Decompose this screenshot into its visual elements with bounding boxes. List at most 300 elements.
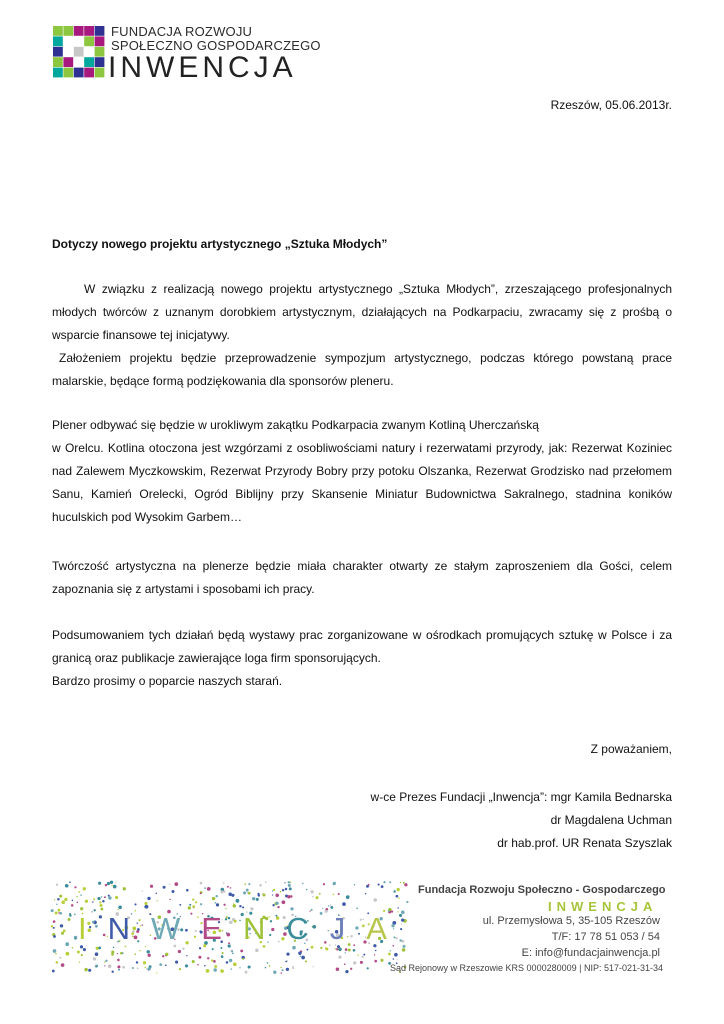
confetti-dot	[330, 904, 332, 906]
footer-logo-letter: E	[201, 911, 243, 946]
confetti-dot	[397, 907, 398, 908]
confetti-dot	[110, 881, 113, 884]
confetti-dot	[305, 960, 307, 962]
confetti-dot	[207, 887, 211, 891]
confetti-dot	[336, 968, 339, 971]
confetti-dot	[363, 954, 365, 956]
confetti-dot	[165, 964, 167, 966]
confetti-dot	[58, 909, 61, 912]
confetti-dot	[59, 912, 62, 915]
letter-date: Rzeszów, 05.06.2013r.	[550, 98, 672, 112]
confetti-dot	[231, 950, 233, 952]
confetti-dot	[132, 967, 134, 969]
confetti-dot	[59, 895, 62, 898]
confetti-dot	[175, 961, 178, 964]
signature-szyszlak: dr hab.prof. UR Renata Szyszlak	[497, 836, 672, 850]
confetti-dot	[315, 896, 318, 899]
confetti-dot	[179, 968, 181, 970]
confetti-dot	[365, 893, 366, 894]
confetti-dot	[393, 890, 395, 892]
confetti-dot	[163, 886, 166, 889]
confetti-dot	[380, 959, 383, 962]
logo-mosaic-tile	[53, 68, 63, 78]
confetti-dot	[353, 949, 356, 952]
confetti-dot	[56, 904, 58, 906]
confetti-dot	[77, 951, 80, 954]
confetti-dot	[232, 953, 234, 955]
footer-logo-letter: W	[151, 911, 202, 946]
paragraph-assumptions: Założeniem projektu będzie przeprowadzenie sympozjum artystycznego, podczas którego powstaną prace malarskie, będące formą podziękowania dla sponsorów pleneru.	[52, 351, 672, 388]
confetti-dot	[265, 881, 267, 883]
confetti-dot	[345, 948, 348, 951]
confetti-dot	[389, 881, 391, 883]
confetti-dot	[360, 961, 363, 964]
confetti-dot	[404, 883, 407, 886]
confetti-dot	[178, 950, 181, 953]
confetti-dot	[98, 882, 101, 885]
confetti-dot	[287, 895, 290, 898]
confetti-dot	[350, 968, 352, 970]
confetti-dot	[345, 952, 346, 953]
confetti-dot	[397, 959, 398, 960]
confetti-dot	[108, 896, 111, 899]
confetti-dot	[231, 894, 234, 897]
confetti-dot	[74, 938, 76, 940]
confetti-dot	[81, 954, 83, 956]
confetti-dot	[285, 961, 287, 963]
confetti-dot	[92, 901, 94, 903]
confetti-dot	[186, 889, 189, 892]
confetti-dot	[159, 963, 162, 966]
confetti-dot	[122, 966, 125, 969]
confetti-dot	[189, 904, 191, 906]
logo-mosaic-tile	[84, 36, 94, 46]
confetti-dot	[375, 950, 377, 952]
confetti-dot	[298, 951, 301, 954]
logo-mosaic-tile	[74, 47, 84, 57]
confetti-dot	[313, 966, 314, 967]
confetti-dot	[272, 904, 274, 906]
confetti-dot	[229, 959, 232, 962]
logo-mosaic-tile	[63, 26, 73, 36]
confetti-dot	[344, 963, 346, 965]
confetti-dot	[292, 967, 294, 969]
confetti-dot	[105, 884, 107, 886]
confetti-dot	[112, 971, 114, 973]
logo-mosaic-tile	[53, 47, 63, 57]
confetti-dot	[148, 967, 151, 970]
confetti-dot	[240, 949, 243, 952]
confetti-dot	[231, 968, 233, 970]
confetti-dot	[215, 895, 217, 897]
confetti-dot	[69, 881, 71, 883]
confetti-dot	[212, 897, 215, 900]
logo-mosaic-tile	[95, 57, 105, 67]
confetti-dot	[58, 912, 60, 914]
confetti-dot	[192, 898, 194, 900]
confetti-dot	[398, 897, 400, 899]
confetti-dot	[56, 961, 59, 964]
confetti-dot	[357, 955, 358, 956]
confetti-dot	[282, 889, 284, 891]
footer-logo-letter: J	[329, 911, 367, 946]
confetti-dot	[362, 956, 364, 958]
confetti-dot	[101, 896, 103, 898]
confetti-dot	[117, 959, 120, 962]
confetti-dot	[374, 954, 375, 955]
confetti-dot	[83, 887, 86, 890]
paragraph-intro: W związku z realizacją nowego projektu artystycznego „Sztuka Młodych”, zrzeszającego profesjonalnych młodych twórców z uznanym dorobkiem artystycznym, działających na Podkarpaciu, zwracamy się z prośbą o wsparcie finansowe tej inicjatywy.	[52, 282, 672, 342]
confetti-dot	[288, 884, 291, 887]
confetti-dot	[117, 953, 118, 954]
confetti-dot	[306, 889, 307, 890]
confetti-dot	[277, 906, 279, 908]
confetti-dot	[200, 882, 203, 885]
confetti-dot	[248, 892, 251, 895]
confetti-dot	[51, 909, 54, 912]
logo-mosaic-tile	[74, 26, 84, 36]
footer-logo-letter: N	[107, 911, 152, 946]
signature-uchman: dr Magdalena Uchman	[550, 813, 672, 827]
confetti-dot	[244, 883, 246, 885]
confetti-dot	[394, 953, 398, 957]
confetti-dot	[115, 882, 116, 883]
confetti-dot	[63, 930, 66, 933]
confetti-dot	[273, 889, 275, 891]
confetti-dot	[348, 949, 351, 952]
confetti-dot	[61, 901, 65, 905]
confetti-dot	[216, 903, 219, 906]
confetti-dot	[211, 959, 213, 961]
logo-org-line2: SPOŁECZNO GOSPODARCZEGO	[111, 38, 321, 53]
confetti-dot	[225, 908, 226, 909]
paragraph-location: w Orelcu. Kotlina otoczona jest wzgórzami z osobliwościami natury i rezerwatami przyrody, jak: Rezerwat Koziniec nad Zalewem Myczkowskim, Rezerwat Przyrody Bobry przy potoku Olszanka, Rezerwat Grodzisko nad przełomem Sanu, Kamień Orelecki, Ogród Biblijny przy Skansenie Miniatur Budownictwa Sakralnego, stadnina koników huculskich pod Wysokim Garbem…	[52, 441, 672, 524]
confetti-dot	[223, 904, 225, 906]
confetti-dot	[336, 948, 338, 950]
logo-mosaic-tile	[74, 68, 84, 78]
logo-mosaic-tile	[95, 26, 105, 36]
confetti-dot	[185, 964, 188, 967]
confetti-dot	[148, 954, 151, 957]
confetti-dot	[195, 901, 197, 903]
confetti-dot	[57, 898, 60, 901]
confetti-dot	[198, 956, 201, 959]
logo-mosaic-tile	[63, 68, 73, 78]
confetti-dot	[220, 890, 223, 893]
confetti-dot	[65, 942, 69, 946]
confetti-dot	[233, 962, 237, 966]
confetti-dot	[281, 972, 283, 974]
confetti-dot	[227, 886, 229, 888]
logo-mosaic-tile	[53, 26, 63, 36]
confetti-dot	[265, 967, 267, 969]
footer-email: E: info@fundacjainwencja.pl	[521, 947, 660, 959]
footer-logo-letter: A	[366, 911, 408, 946]
confetti-dot	[66, 952, 70, 956]
confetti-dot	[136, 961, 138, 963]
confetti-dot	[302, 883, 304, 885]
confetti-dot	[186, 955, 187, 956]
confetti-dot	[53, 949, 57, 953]
confetti-dot	[220, 969, 224, 973]
confetti-dot	[105, 960, 107, 962]
confetti-dot	[142, 890, 143, 891]
confetti-dot	[150, 885, 153, 888]
confetti-dot	[280, 967, 281, 968]
confetti-dot	[156, 972, 157, 973]
confetti-dot	[272, 890, 273, 891]
confetti-dot	[207, 957, 209, 959]
foundation-logo-mosaic	[53, 26, 105, 78]
confetti-dot	[145, 905, 149, 909]
confetti-dot	[144, 967, 146, 969]
confetti-dot	[120, 952, 123, 955]
footer-logo-letter: I	[78, 911, 108, 946]
confetti-dot	[406, 901, 408, 903]
confetti-dot	[312, 896, 314, 898]
confetti-dot	[143, 961, 146, 964]
confetti-dot	[403, 882, 405, 884]
confetti-dot	[286, 952, 289, 955]
confetti-dot	[59, 957, 61, 959]
confetti-dot	[197, 964, 199, 966]
confetti-dot	[172, 890, 175, 893]
confetti-dot	[61, 963, 65, 967]
confetti-dot	[338, 955, 341, 958]
confetti-dot	[134, 953, 136, 955]
confetti-dot	[233, 903, 234, 904]
logo-mosaic-tile	[84, 68, 94, 78]
footer-logo-letter: C	[286, 911, 330, 946]
confetti-dot	[53, 920, 56, 923]
confetti-dot	[165, 953, 168, 956]
confetti-dot	[117, 965, 120, 968]
confetti-dot	[257, 893, 259, 895]
confetti-dot	[320, 947, 322, 949]
confetti-dot	[200, 892, 202, 894]
confetti-dot	[388, 953, 391, 956]
confetti-dot	[306, 949, 308, 951]
logo-mosaic-tile	[95, 36, 105, 46]
confetti-dot	[215, 902, 217, 904]
confetti-dot	[200, 903, 202, 905]
confetti-dot	[55, 953, 57, 955]
confetti-dot	[333, 894, 335, 896]
confetti-dot	[342, 902, 346, 906]
confetti-dot	[239, 967, 240, 968]
confetti-dot	[233, 904, 236, 907]
logo-mosaic-tile	[95, 47, 105, 57]
confetti-dot	[107, 882, 110, 885]
confetti-dot	[134, 903, 136, 905]
confetti-dot	[72, 900, 74, 902]
confetti-dot	[76, 896, 77, 897]
confetti-dot	[192, 905, 195, 908]
confetti-dot	[333, 882, 336, 885]
confetti-dot	[221, 955, 224, 958]
confetti-dot	[137, 967, 139, 969]
confetti-dot	[367, 967, 369, 969]
confetti-dot	[236, 899, 240, 903]
confetti-dot	[354, 884, 355, 885]
confetti-dot	[162, 955, 164, 957]
confetti-dot	[300, 956, 301, 957]
confetti-dot	[338, 893, 340, 895]
confetti-dot	[223, 882, 225, 884]
confetti-dot	[285, 888, 288, 891]
logo-org-line1: FUNDACJA ROZWOJU	[111, 24, 253, 39]
confetti-dot	[280, 891, 282, 893]
footer-address: ul. Przemysłowa 5, 35-105 Rzeszów	[482, 915, 660, 927]
confetti-dot	[144, 902, 147, 905]
confetti-dot	[390, 950, 391, 951]
confetti-dot	[400, 882, 401, 883]
confetti-dot	[288, 881, 290, 883]
confetti-dot	[74, 886, 76, 888]
confetti-dot	[157, 900, 158, 901]
confetti-dot	[118, 969, 120, 971]
confetti-dot	[242, 958, 244, 960]
confetti-dot	[69, 913, 71, 915]
confetti-dot	[64, 898, 67, 901]
confetti-dot	[335, 948, 336, 949]
confetti-dot	[269, 965, 271, 967]
confetti-dot	[239, 905, 241, 907]
confetti-dot	[188, 906, 191, 909]
logo-mosaic-tile	[84, 57, 94, 67]
confetti-dot	[77, 901, 79, 903]
confetti-dot	[273, 971, 276, 974]
confetti-dot	[246, 889, 249, 892]
confetti-dot	[356, 908, 357, 909]
confetti-dot	[100, 908, 103, 911]
confetti-dot	[113, 885, 117, 889]
confetti-dot	[252, 897, 255, 900]
confetti-dot	[104, 896, 106, 898]
confetti-dot	[368, 884, 370, 886]
logo-mosaic-tile	[53, 57, 63, 67]
confetti-dot	[51, 925, 53, 927]
footer-logo-word	[78, 911, 408, 947]
confetti-dot	[146, 968, 147, 969]
confetti-dot	[95, 964, 97, 966]
footer-phone: T/F: 17 78 51 053 / 54	[551, 931, 660, 943]
confetti-dot	[330, 906, 333, 909]
signature-vice-president: w-ce Prezes Fundacji „Inwencja”: mgr Kamila Bednarska	[370, 790, 672, 804]
confetti-dot	[373, 898, 377, 902]
confetti-dot	[267, 962, 269, 964]
confetti-dot	[286, 968, 289, 971]
confetti-dot	[68, 918, 71, 921]
confetti-dot	[328, 905, 329, 906]
footer-brand: INWENCJA	[548, 899, 658, 914]
confetti-dot	[156, 893, 158, 895]
confetti-dot	[83, 948, 86, 951]
confetti-dot	[100, 904, 103, 907]
confetti-dot	[88, 969, 91, 972]
confetti-dot	[230, 887, 232, 889]
confetti-dot	[381, 885, 384, 888]
confetti-dot	[80, 907, 83, 910]
confetti-dot	[72, 947, 74, 949]
confetti-dot	[259, 884, 262, 887]
confetti-dot	[353, 961, 356, 964]
confetti-dot	[174, 882, 178, 886]
confetti-dot	[256, 898, 259, 901]
confetti-dot	[323, 883, 325, 885]
confetti-dot	[346, 895, 350, 899]
confetti-dot	[226, 961, 229, 964]
confetti-dot	[111, 951, 114, 954]
confetti-dot	[248, 883, 250, 885]
confetti-dot	[255, 949, 259, 953]
confetti-dot	[396, 895, 399, 898]
confetti-dot	[192, 960, 195, 963]
confetti-dot	[78, 891, 80, 893]
confetti-dot	[275, 902, 278, 905]
confetti-dot	[80, 894, 82, 896]
confetti-dot	[169, 884, 170, 885]
confetti-dot	[118, 905, 122, 909]
confetti-dot	[243, 891, 246, 894]
confetti-dot	[139, 950, 140, 951]
confetti-dot	[111, 885, 112, 886]
confetti-dot	[53, 927, 55, 929]
confetti-dot	[56, 884, 58, 886]
confetti-dot	[213, 960, 216, 963]
confetti-dot	[282, 900, 286, 904]
confetti-dot	[212, 948, 214, 950]
confetti-dot	[104, 965, 105, 966]
confetti-dot	[85, 900, 88, 903]
confetti-dot	[282, 969, 284, 971]
confetti-dot	[52, 970, 55, 973]
confetti-dot	[322, 908, 323, 909]
confetti-dot	[272, 894, 273, 895]
confetti-dot	[204, 887, 205, 888]
footer-org-name: Fundacja Rozwoju Społeczno - Gospodarczego	[418, 884, 666, 896]
confetti-dot	[214, 965, 217, 968]
confetti-dot	[378, 884, 380, 886]
footer-logo-letter: N	[242, 911, 287, 946]
logo-mosaic-tile	[95, 68, 105, 78]
closing-regards: Z poważaniem,	[590, 742, 672, 756]
confetti-dot	[65, 884, 69, 888]
confetti-dot	[248, 965, 251, 968]
confetti-dot	[54, 899, 55, 900]
confetti-dot	[289, 887, 292, 890]
confetti-dot	[79, 961, 80, 962]
confetti-dot	[147, 897, 150, 900]
confetti-dot	[179, 904, 181, 906]
confetti-dot	[206, 969, 210, 973]
confetti-dot	[275, 894, 279, 898]
confetti-dot	[55, 911, 58, 914]
confetti-dot	[74, 914, 76, 916]
logo-mosaic-tile	[63, 57, 73, 67]
confetti-dot	[222, 952, 224, 954]
confetti-dot	[95, 952, 99, 956]
confetti-dot	[123, 887, 126, 890]
confetti-dot	[84, 968, 87, 971]
confetti-dot	[242, 906, 244, 908]
confetti-dot	[146, 950, 149, 953]
confetti-dot	[97, 897, 100, 900]
confetti-dot	[204, 965, 206, 967]
confetti-dot	[169, 899, 171, 901]
confetti-dot	[245, 971, 248, 974]
confetti-dot	[93, 957, 96, 960]
